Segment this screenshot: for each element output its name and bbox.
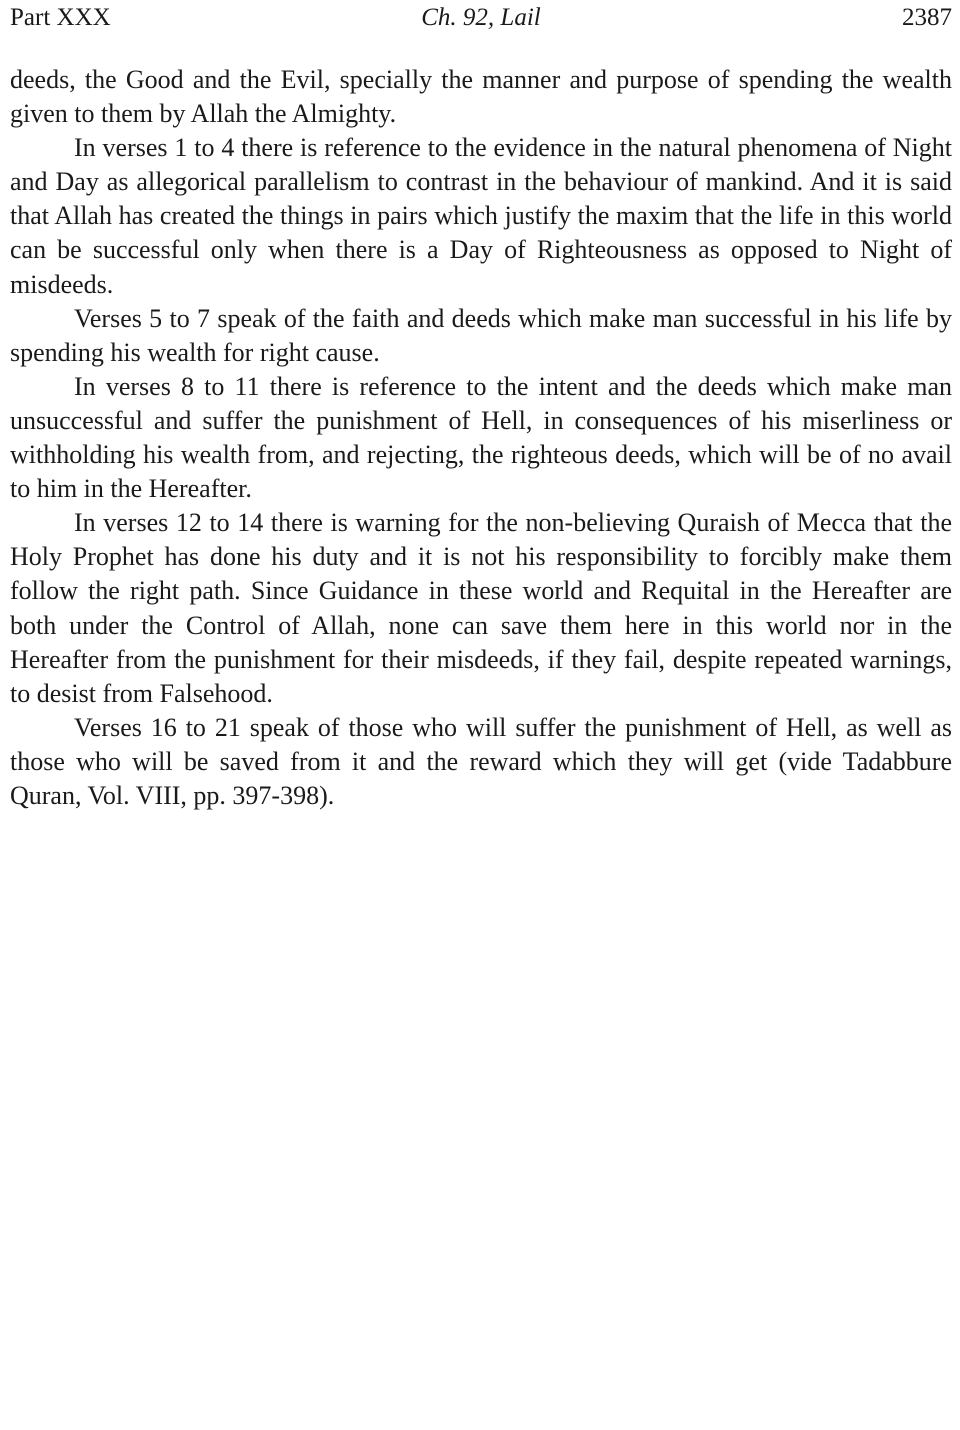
- paragraph-verses-5-7: Verses 5 to 7 speak of the faith and deeds which make man successful in his life by spending his wealth for right cause.: [10, 303, 952, 367]
- running-head: [10, 0, 952, 36]
- paragraph-verses-12-14: In verses 12 to 14 there is warning for the non-believing Quraish of Mecca that the Holy Prophet has done his duty and it is not his responsibility to forcibly make them follow the right path. Since Guidance in these world and Requital in the Hereafter are both under the Control of Allah, none can save them here in this world nor in the Hereafter from the punishment for their misdeeds, if they fail, despite repeated warnings, to desist from Falsehood.: [10, 508, 952, 708]
- body-text: [10, 63, 952, 813]
- paragraph-verses-1-4: In verses 1 to 4 there is reference to the evidence in the natural phenomena of Night and Day as allegorical parallelism to contrast in the behaviour of mankind. And it is said that Allah has created the things in pairs which justify the maxim that the life in this world can be successful only when there is a Day of Righteousness as opposed to Night of misdeeds.: [10, 133, 952, 299]
- paragraph-verses-8-11: In verses 8 to 11 there is reference to the intent and the deeds which make man unsuccessful and suffer the punishment of Hell, in consequences of his miserliness or withholding his wealth from, and rejecting, the righteous deeds, which will be of no avail to him in the Hereafter.: [10, 371, 952, 504]
- paragraph-verses-16-21: Verses 16 to 21 speak of those who will suffer the punishment of Hell, as well as those who will be saved from it and the reward which they will get (vide Tadabbure Quran, Vol. VIII, pp. 397-398).: [10, 712, 952, 810]
- page-number: 2387: [902, 4, 952, 31]
- part-label: Part XXX: [10, 4, 111, 31]
- book-page: [10, 0, 952, 813]
- chapter-title: Ch. 92, Lail: [421, 4, 541, 31]
- paragraph-continuation: deeds, the Good and the Evil, specially the manner and purpose of spending the wealth given to them by Allah the Almighty.: [10, 65, 952, 129]
